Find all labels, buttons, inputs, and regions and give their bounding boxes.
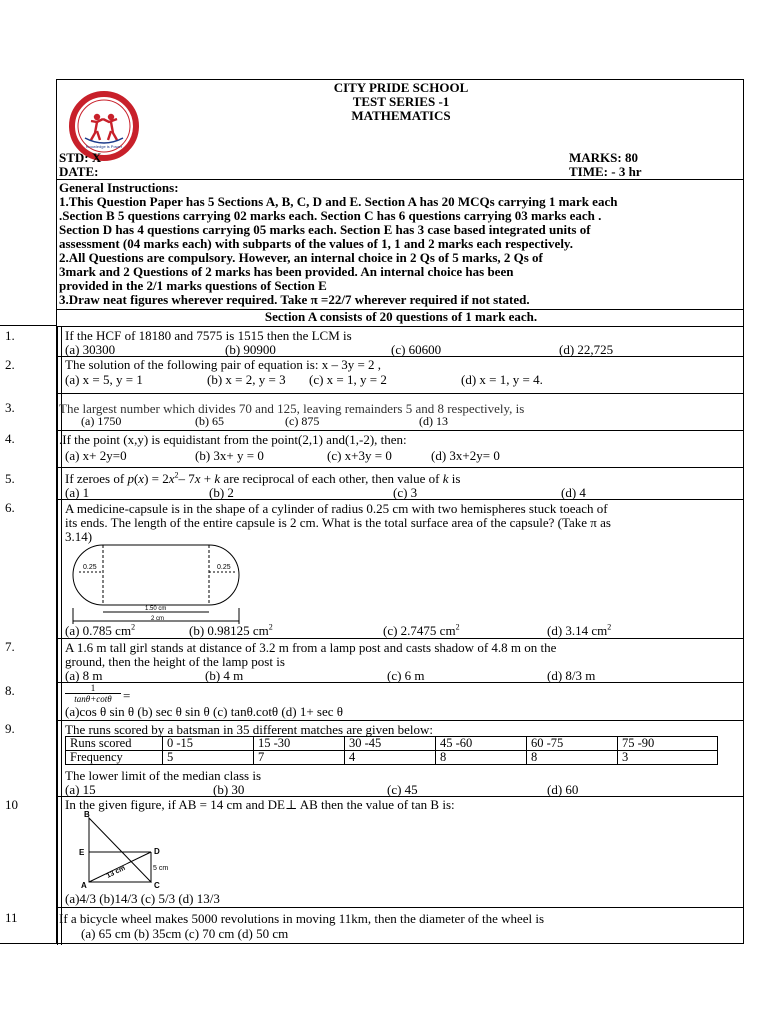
- q4-option-d: (d) 3x+2y= 0: [431, 448, 500, 463]
- left-edge: [57, 326, 58, 945]
- q9-text: The runs scored by a batsman in 35 different matches are given below:: [65, 722, 433, 737]
- q2-text: The solution of the following pair of equation is: x – 3y = 2 ,: [65, 357, 382, 372]
- q4-number: 4.: [5, 431, 15, 446]
- rule-q3: [57, 393, 743, 394]
- test-series: TEST SERIES -1: [352, 94, 450, 109]
- q10-text: In the given figure, if AB = 14 cm and DE⊥ AB then the value of tan B is:: [65, 797, 455, 812]
- table-cell: 8: [527, 751, 618, 765]
- rule-q4: [57, 430, 743, 431]
- q5-number: 5.: [5, 471, 15, 486]
- q9-number: 9.: [5, 721, 15, 736]
- table-cell: 45 -60: [436, 737, 527, 751]
- table-cell: 5: [163, 751, 254, 765]
- table-cell: 30 -45: [345, 737, 436, 751]
- q5-option-d: (d) 4: [561, 485, 586, 500]
- q3-number: 3.: [5, 400, 15, 415]
- q6-option-d: (d) 3.14 $cm^2$: [547, 622, 612, 638]
- q11-number: 11: [5, 910, 18, 925]
- table-row: [66, 737, 718, 751]
- q5-option-b: (b) 2: [209, 485, 234, 500]
- q1-text: If the HCF of 18180 and 7575 is 1515 then the LCM is: [65, 328, 352, 343]
- q2-number: 2.: [5, 357, 15, 372]
- vertex-a: A: [81, 881, 87, 890]
- q8-number: 8.: [5, 683, 15, 698]
- table-cell: Runs scored: [66, 737, 163, 751]
- table-cell: 3: [618, 751, 718, 765]
- instruction-line: Section D has 4 questions carrying 05 marks each. Section E has 3 case based integrated units of: [59, 222, 591, 237]
- vertex-d: D: [154, 847, 160, 856]
- q1-number: 1.: [5, 328, 15, 343]
- table-cell: 60 -75: [527, 737, 618, 751]
- school-name: CITY PRIDE SCHOOL: [333, 80, 469, 95]
- q7-option-c: (c) 6 m: [387, 668, 425, 683]
- std-label: STD: X: [59, 150, 102, 165]
- q9-option-c: (c) 45: [387, 782, 418, 797]
- q6-option-b: (b) 0.98125 $cm^2$: [189, 622, 273, 638]
- q2-option-d: (d) x = 1, y = 4.: [461, 372, 543, 387]
- capsule-figure: [67, 542, 247, 631]
- q4-option-c: (c) x+3y = 0: [327, 448, 392, 463]
- date-label: DATE:: [59, 164, 99, 179]
- rule-q5: [57, 467, 743, 468]
- table-cell: 15 -30: [254, 737, 345, 751]
- number-column-divider: [61, 326, 62, 945]
- q2-option-a: (a) x = 5, y = 1: [65, 372, 143, 387]
- q1-option-a: (a) 30300: [65, 342, 116, 357]
- svg-text:Knowledge is Power: Knowledge is Power: [85, 144, 123, 149]
- q8-options: (a)cos θ sin θ (b) sec θ sin θ (c) tanθ.cotθ (d) 1+ sec θ: [65, 704, 343, 719]
- q2-option-c: (c) x = 1, y = 2: [309, 372, 387, 387]
- q5-option-a: (a) 1: [65, 485, 90, 500]
- table-cell: 75 -90: [618, 737, 718, 751]
- q3-option-b: (b) 65: [195, 414, 224, 428]
- capsule-radius-right: 0.25: [217, 564, 231, 571]
- q3-text: The largest number which divides 70 and 125, leaving remainders 5 and 8 respectively, is: [59, 401, 525, 416]
- rule-q11: [57, 907, 743, 908]
- capsule-radius-left: 0.25: [83, 564, 97, 571]
- q2-option-b: (b) x = 2, y = 3: [207, 372, 286, 387]
- q8-fraction: [65, 683, 121, 704]
- q10-options: (a)4/3 (b)14/3 (c) 5/3 (d) 13/3: [65, 891, 220, 906]
- vertex-e: E: [79, 848, 85, 857]
- q6-text-line: A medicine-capsule is in the shape of a cylinder of radius 0.25 cm with two hemispheres stuck toeach of: [65, 501, 608, 516]
- q9-question: The lower limit of the median class is: [65, 768, 262, 783]
- q7-text-line: ground, then the height of the lamp post is: [65, 654, 285, 669]
- instruction-line: 1.This Question Paper has 5 Sections A, B, C, D and E. Section A has 20 MCQs carrying 1 mark each: [59, 194, 618, 209]
- instruction-line: provided in the 2/1 marks questions of Section E: [59, 278, 327, 293]
- q4-text: .If the point (x,y) is equidistant from the point(2,1) and(1,-2), then:: [59, 432, 407, 447]
- rule-q1: [57, 326, 743, 327]
- q10-number: 10: [5, 797, 18, 812]
- q8-denominator: tanθ+cotθ: [65, 693, 121, 704]
- table-cell: 0 -15: [163, 737, 254, 751]
- table-cell: 7: [254, 751, 345, 765]
- instruction-line: assessment (04 marks each) with subparts of the values of 1, 1 and 2 marks each respectively.: [59, 236, 573, 251]
- time-label: TIME: - 3 hr: [569, 164, 642, 179]
- table-cell: Frequency: [66, 751, 163, 765]
- q4-option-a: (a) x+ 2y=0: [65, 448, 127, 463]
- q5-text: If zeroes of $p(x) = 2x^2-$ 7x + k are reciprocal of each other, then value of k is: [65, 470, 461, 486]
- table-row: [66, 751, 718, 765]
- rule-q9: [57, 720, 743, 721]
- table-cell: 4: [345, 751, 436, 765]
- triangle-figure: [75, 810, 169, 895]
- q11-options: (a) 65 cm (b) 35cm (c) 70 cm (d) 50 cm: [81, 926, 289, 941]
- q3-option-a: (a) 1750: [81, 414, 122, 428]
- instructions-heading: General Instructions:: [59, 180, 179, 195]
- q9-option-a: (a) 15: [65, 782, 96, 797]
- q7-option-a: (a) 8 m: [65, 668, 103, 683]
- q6-text-line: 3.14): [65, 529, 93, 544]
- q7-number: 7.: [5, 639, 15, 654]
- q6-option-a: (a) 0.785 $cm^2$: [65, 622, 136, 638]
- subject: MATHEMATICS: [351, 108, 451, 123]
- table-cell: 8: [436, 751, 527, 765]
- instruction-line: 2.All Questions are compulsory. However, an internal choice in 2 Qs of 5 marks, 2 Qs of: [59, 250, 543, 265]
- question-paper: [5, 79, 744, 944]
- marks-label: MARKS: 80: [569, 150, 638, 165]
- q4-option-b: (b) 3x+ y = 0: [195, 448, 264, 463]
- q5-option-c: (c) 3: [393, 485, 418, 500]
- capsule-total-length: 2 cm: [151, 616, 165, 622]
- q6-text-line: its ends. The length of the entire capsule is 2 cm. What is the total surface area of the capsule? (Take π as: [65, 515, 611, 530]
- q7-text-line: A 1.6 m tall girl stands at distance of 3.2 m from a lamp post and casts shadow of 4.8 m on the: [65, 640, 557, 655]
- q3-option-c: (c) 875: [285, 414, 320, 428]
- q7-option-d: (d) 8/3 m: [547, 668, 596, 683]
- capsule-mid-length: 1.50 cm: [145, 606, 167, 612]
- q9-option-b: (b) 30: [213, 782, 245, 797]
- vertex-c: C: [154, 881, 160, 890]
- side-label: 5 cm: [153, 865, 169, 872]
- q6-number: 6.: [5, 500, 15, 515]
- q8-equals: =: [123, 688, 131, 703]
- section-a-title: Section A consists of 20 questions of 1 mark each.: [264, 309, 538, 324]
- q8-numerator: 1: [90, 683, 96, 693]
- vertex-b: B: [84, 810, 90, 819]
- q9-option-d: (d) 60: [547, 782, 579, 797]
- q7-option-b: (b) 4 m: [205, 668, 244, 683]
- instruction-line: .Section B 5 questions carrying 02 marks each. Section C has 6 questions carrying 03 marks each .: [59, 208, 602, 223]
- q1-option-b: (b) 90900: [225, 342, 276, 357]
- q3-option-d: (d) 13: [419, 414, 448, 428]
- runs-table: [65, 736, 718, 765]
- q1-option-d: (d) 22,725: [559, 342, 614, 357]
- instruction-line: 3.Draw neat figures wherever required. Take π =22/7 wherever required if not stated.: [59, 292, 530, 307]
- hypotenuse-label: 13 cm: [105, 864, 127, 880]
- instruction-line: 3mark and 2 Questions of 2 marks has been provided. An internal choice has been: [59, 264, 514, 279]
- q6-option-c: (c) 2.7475 $cm^2$: [383, 622, 460, 638]
- q11-text: If a bicycle wheel makes 5000 revolutions in moving 11km, then the diameter of the wheel is: [59, 911, 545, 926]
- number-column: [0, 325, 56, 944]
- q1-option-c: (c) 60600: [391, 342, 442, 357]
